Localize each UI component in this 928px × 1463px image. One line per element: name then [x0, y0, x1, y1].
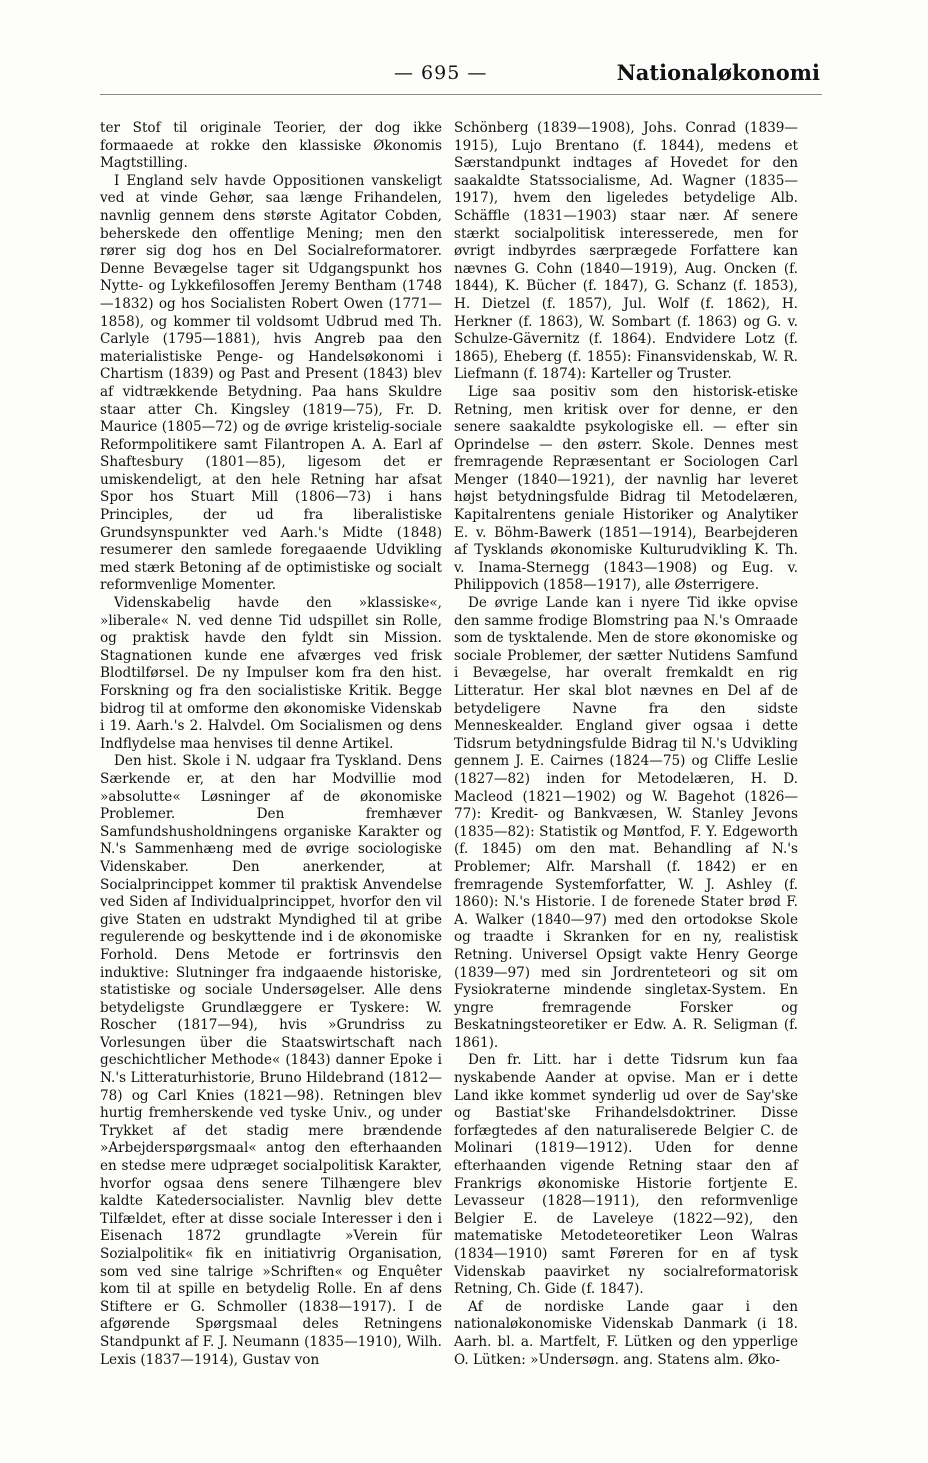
paragraph: Videnskabelig havde den »klassiske«, »liberale« N. ved denne Tid udspillet sin Rolle, og praktisk havde den fyldt sin Mission. Stagnationen kunde ene afværges ved frisk Blodtilførsel. De ny Impulser kom fra den hist. Forskning og fra den socialistiske Kritik. Begge bidrog til at omforme den økonomiske Videnskab i 19. Aarh.'s 2. Halvdel. Om Socialismen og dens Indflydelse maa henvises til denne Artikel.: [100, 595, 442, 752]
right-column: [454, 120, 798, 1369]
page-header: [100, 62, 820, 92]
paragraph: I England selv havde Oppositionen vanskeligt ved at vinde Gehør, saa længe Frihandelen, navnlig gennem dens største Agitator Cobden, beherskede den offentlige Mening; men den rører sig dog hos en Del Socialreformatorer. Denne Bevægelse tager sit Udgangspunkt hos Nytte- og Lykkefilosoffen Jeremy Bentham (1748—1832) og hos Socialisten Robert Owen (1771—1858), og kommer til voldsomt Udbrud med Th. Carlyle (1795—1881), hvis Angreb paa den materialistiske Penge- og Handelsøkonomi i Chartism (1839) og Past and Present (1843) blev af vidtrækkende Betydning. Paa hans Skuldre staar atter Ch. Kingsley (1819—75), Fr. D. Maurice (1805—72) og de øvrige kristelig-sociale Reformpolitikere samt Filantropen A. A. Earl af Shaftesbury (1801—85), ligesom det er umiskendeligt, at den hele Retning har afsat Spor hos Stuart Mill (1806—73) i hans Principles, der ud fra liberalistiske Grundsynspunkter ved Aarh.'s Midte (1848) resumerer den samlede foregaaende Udvikling med stærk Betoning af de optimistiske og socialt reformvenlige Momenter.: [100, 172, 442, 594]
paragraph: Af de nordiske Lande gaar i den nationaløkonomiske Videnskab Danmark (i 18. Aarh. bl. a. Martfelt, F. Lütken og den ypperlige O. Lütken: »Undersøgn. ang. Statens alm. Øko-: [454, 1298, 798, 1368]
running-head: Nationaløkonomi: [616, 60, 820, 85]
paragraph: De øvrige Lande kan i nyere Tid ikke opvise den samme frodige Blomstring paa N.'s Omraade som de tysktalende. Men de store økonomiske og sociale Problemer, der sætter Nutidens Samfund i Bevægelse, har overalt fremkaldt en rig Litteratur. Her skal blot nævnes en Del af de betydeligere Navne fra den sidste Menneskealder. England giver ogsaa i dette Tidsrum betydningsfulde Bidrag til N.'s Udvikling gennem J. E. Cairnes (1824—75) og Cliffe Leslie (1827—82) inden for Metodelæren, H. D. Macleod (1821—1902) og W. Bagehot (1826—77): Kredit- og Bankvæsen, W. Stanley Jevons (1835—82): Statistik og Møntfod, F. Y. Edgeworth (f. 1845) om den mat. Behandling af N.'s Problemer; Alfr. Marshall (f. 1842) er en fremragende Systemforfatter, W. J. Ashley (f. 1860): N.'s Historie. I de forenede Stater brød F. A. Walker (1840—97) med den ortodokse Skole og traadte i Skranken for en ny, realistisk Retning. Universel Opsigt vakte Henry George (1839—97) med sin Jordrenteteori og sit om Fysiokraterne mindende singletax-System. En yngre fremragende Forsker og Beskatningsteoretiker er Edw. A. R. Seligman (f. 1861).: [454, 595, 798, 1051]
paragraph: Den hist. Skole i N. udgaar fra Tyskland. Dens Særkende er, at den har Modvillie mod »absolutte« Løsninger af de økonomiske Problemer. Den fremhæver Samfundshusholdningens organiske Karakter og N.'s Sammenhæng med de øvrige sociologiske Videnskaber. Den anerkender, at Socialprincippet kommer til praktisk Anvendelse ved Siden af Individualprincippet, hvorfor den vil give Staten en udstrakt Myndighed til at gribe regulerende og beskyttende ind i de økonomiske Forhold. Dens Metode er fortrinsvis den induktive: Slutninger fra indgaaende historiske, statistiske og sociale Undersøgelser. Alle dens betydeligste Grundlæggere er Tyskere: W. Roscher (1817—94), hvis »Grundriss zu Vorlesungen über die Staatswirtschaft nach geschichtlicher Methode« (1843) danner Epoke i N.'s Litteraturhistorie, Bruno Hildebrand (1812—78) og Carl Knies (1821—98). Retningen blev hurtig fremherskende ved tyske Univ., og under Trykket af det stadig mere brændende »Arbejderspørgsmaal« antog den efterhaanden en stedse mere udpræget socialpolitisk Karakter, hvorfor ogsaa dens senere Tilhængere blev kaldte Katedersocialister. Navnlig blev dette Tilfældet, efter at disse sociale Interesser i den i Eisenach 1872 grundlagte »Verein für Sozialpolitik« fik en initiativrig Organisation, som ved sine talrige »Schriften« og Enquêter kom til at spille en betydelig Rolle. En af dens Stiftere er G. Schmoller (1838—1917). I de afgørende Spørgsmaal deles Retningens Standpunkt af F. J. Neumann (1835—1910), Wilh. Lexis (1837—1914), Gustav von: [100, 753, 442, 1368]
left-column: [100, 120, 442, 1369]
paragraph: Den fr. Litt. har i dette Tidsrum kun faa nyskabende Aander at opvise. Man er i dette Land ikke kommet synderlig ud over de Say'ske og Bastiat'ske Frihandelsdoktriner. Disse forfægtedes af den naturaliserede Belgier C. de Molinari (1819—1912). Uden for denne efterhaanden vigende Retning staar den af Frankrigs økonomiske Historie fortjente E. Levasseur (1828—1911), den reformvenlige Belgier E. de Laveleye (1822—92), den matematiske Metodeteoretiker Leon Walras (1834—1910) samt Føreren for en af tysk Videnskab paavirket ny socialreformatorisk Retning, Ch. Gide (f. 1847).: [454, 1052, 798, 1298]
paragraph: Lige saa positiv som den historisk-etiske Retning, men kritisk over for denne, er den senere saakaldte psykologiske ell. — efter sin Oprindelse — den østerr. Skole. Dennes mest fremragende Repræsentant er Sociologen Carl Menger (1840—1921), der navnlig har leveret højst betydningsfulde Bidrag til Metodelæren, Kapitalrentens geniale Historiker og Analytiker E. v. Böhm-Bawerk (1851—1914), Bearbejderen af Tysklands økonomiske Kulturudvikling K. Th. v. Inama-Sternegg (1843—1908) og Eug. v. Philippovich (1858—1917), alle Østerrigere.: [454, 383, 798, 594]
paragraph: Schönberg (1839—1908), Johs. Conrad (1839—1915), Lujo Brentano (f. 1844), medens et Særstandpunkt indtages af Hovedet for den saakaldte Statssocialisme, Ad. Wagner (1835—1917), hvem den ligeledes betydelige Alb. Schäffle (1831—1903) staar nær. Af senere stærkt socialpolitisk interesserede, men for øvrigt indbyrdes særprægede Forfattere kan nævnes G. Cohn (1840—1919), Aug. Oncken (f. 1844), K. Bücher (f. 1847), G. Schanz (f. 1853), H. Dietzel (f. 1857), Jul. Wolf (f. 1862), H. Herkner (f. 1863), W. Sombart (f. 1863) og G. v. Schulze-Gävernitz (f. 1864). Endvidere Lotz (f. 1865), Eheberg (f. 1855): Finansvidenskab, W. R. Liefmann (f. 1874): Karteller og Truster.: [454, 120, 798, 383]
page-number: — 695 —: [394, 62, 488, 84]
paragraph: ter Stof til originale Teorier, der dog ikke formaaede at rokke den klassiske Økonomis Magtstilling.: [100, 120, 442, 172]
header-rule: [100, 94, 822, 95]
